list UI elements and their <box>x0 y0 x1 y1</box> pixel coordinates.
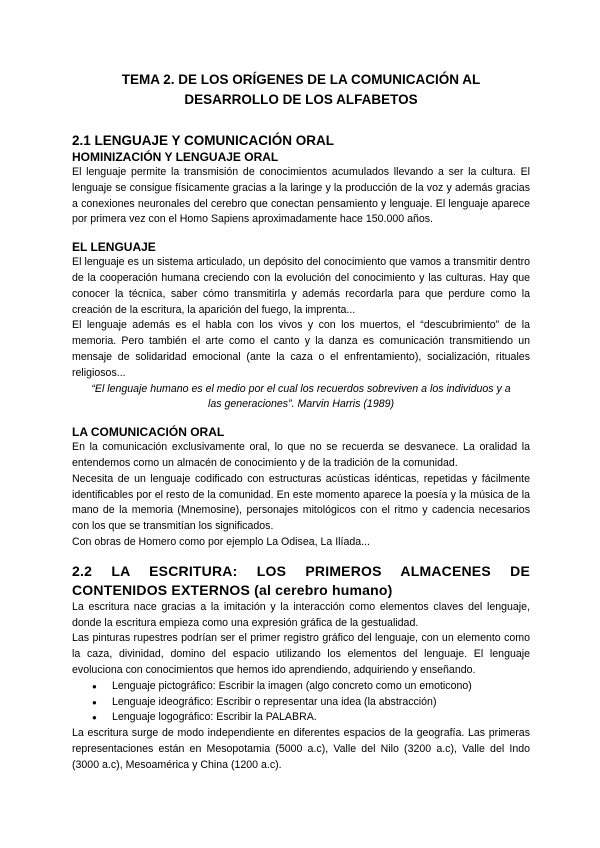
lenguaje-types-list <box>72 679 530 726</box>
hominizacion-paragraph: El lenguaje permite la transmisión de conocimientos acumulados llevando a ser la cultura. El lenguaje se consigue físicamente gracias a la laringe y la producción de la voz y además gracias a conexiones neuronales del cerebro que conectan pensamiento y lenguaje. El lenguaje aparece por primera vez con el Homo Sapiens aproximadamente hace 150.000 años. <box>72 166 530 226</box>
subsection-comunicacion-oral-heading: LA COMUNICACIÓN ORAL <box>72 425 225 440</box>
list-item: ● Lenguaje ideográfico: Escribir o representar una idea (la abstracción) <box>112 695 530 711</box>
document-title <box>72 70 530 110</box>
quote-line-1: “El lenguaje humano es el medio por el cual los recuerdos sobreviven a los individuos y a <box>91 382 511 395</box>
title-line-1: TEMA 2. DE LOS ORÍGENES DE LA COMUNICACIÓN AL <box>121 72 481 87</box>
comunicacion-oral-paragraph-3: Con obras de Homero como por ejemplo La Odisea, La Ilíada... <box>72 535 370 548</box>
escritura-paragraph-3: La escritura surge de modo independiente en diferentes espacios de la geografía. Las primeras representaciones están en Mesopotamia (5000 a.c), Valle del Nilo (3200 a.c), Valle del Indo (3000 a.c), Mesoamérica y China (1200 a.c). <box>72 727 530 771</box>
section-2-heading: 2.2 LA ESCRITURA: LOS PRIMEROS ALMACENES DE CONTENIDOS EXTERNOS (al cerebro humano) <box>72 562 530 598</box>
harris-quote <box>80 382 522 414</box>
escritura-paragraph-2: Las pinturas rupestres podrían ser el primer registro gráfico del lenguaje, con un elemento como la caza, divinidad, domino del espacio utilizando los elementos del lenguaje. El lenguaje evoluciona con conocimientos que hemos ido aprendiendo, adquiriendo y enseñando. <box>72 632 530 676</box>
list-item: ● Lenguaje logográfico: Escribir la PALABRA. <box>112 710 530 726</box>
comunicacion-oral-paragraph-2: Necesita de un lenguaje codificado con estructuras acústicas idénticas, repetidas y fácilmente identificables por el resto de la comunidad. En este momento aparece la poesía y la música de la mano de la memoria (Mnemosine), personajes mitológicos con el ritmo y cadencia necesarios con los que se transmitían los significados. <box>72 472 530 533</box>
list-item: ● Lenguaje pictográfico: Escribir la imagen (algo concreto como un emoticono) <box>112 679 530 695</box>
title-line-2: DESARROLLO DE LOS ALFABETOS <box>184 92 418 107</box>
lenguaje-paragraph-2: El lenguaje además es el habla con los vivos y con los muertos, el “descubrimiento” de la memoria. Pero también el arte como el canto y la danza es comunicación transmitiendo un mensaje de solidaridad emocional (ante la caza o el enfrentamiento), socialización, rituales religiosos... <box>72 319 530 379</box>
comunicacion-oral-paragraph-1: En la comunicación exclusivamente oral, lo que no se recuerda se desvanece. La oralidad la entendemos como un almacén de conocimiento y de la tradición de la comunidad. <box>72 441 530 469</box>
quote-line-2: las generaciones”. Marvin Harris (1989) <box>207 398 395 411</box>
lenguaje-paragraph-1: El lenguaje es un sistema articulado, un depósito del conocimiento que vamos a transmitir dentro de la cooperación humana creciendo con la evolución del conocimiento y las culturas. Hay que conocer la técnica, saber cómo transmitirla y además recordarla para que perdure como la creación de la escritura, la aparición del fuego, la imprenta... <box>72 256 530 316</box>
escritura-paragraph-1: La escritura nace gracias a la imitación y la interacción como elementos claves del lenguaje, donde la escritura empieza como una expresión gráfica de la gestualidad. <box>72 600 530 629</box>
subsection-lenguaje-heading: EL LENGUAJE <box>72 240 156 255</box>
section-1-heading: 2.1 LENGUAJE Y COMUNICACIÓN ORAL <box>72 133 335 148</box>
subsection-hominizacion-heading: HOMINIZACIÓN Y LENGUAJE ORAL <box>72 150 279 164</box>
